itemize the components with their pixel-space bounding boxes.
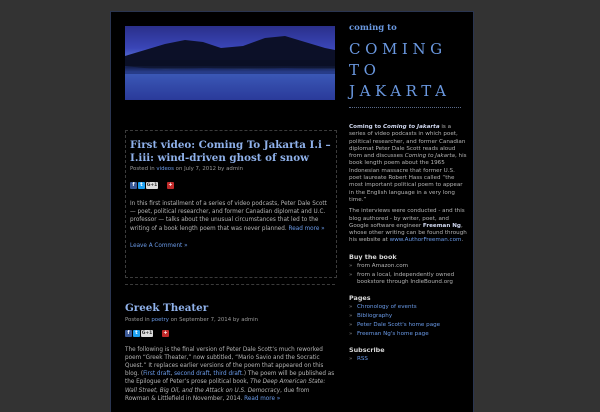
twitter-share-icon[interactable]: t: [138, 182, 145, 189]
subscribe-heading: Subscribe: [349, 345, 385, 354]
post-divider: [125, 284, 335, 285]
twitter-share-icon[interactable]: t: [133, 330, 140, 337]
google-plus-button[interactable]: G+1: [141, 331, 153, 336]
book-title: The Deep American State: Wall Street, Big Oil, and the Attack on U.S. Democracy: [125, 379, 326, 394]
second-draft-link[interactable]: second draft: [174, 371, 210, 378]
list-item[interactable]: » Freeman Ng's home page: [349, 331, 467, 338]
leave-comment-link[interactable]: Leave A Comment »: [130, 242, 188, 249]
lake-landscape-image: [125, 26, 335, 100]
post-title[interactable]: Greek Theater: [125, 302, 209, 314]
rss-link[interactable]: RSS: [357, 355, 368, 362]
sidebar-divider: [349, 107, 461, 108]
post-meta: Posted in poetry on September 7, 2014 by admin: [125, 316, 259, 323]
share-buttons: [125, 330, 335, 338]
post-excerpt: In this first installment of a series of video podcasts, Peter Dale Scott — poet, political researcher, and former Canadian diplomat and U.C. professor — talks about the unusual circumstances that led to the writing of a book length poem that was never planned. Read more »: [130, 201, 327, 232]
share-buttons: [130, 181, 332, 189]
facebook-share-icon[interactable]: f: [130, 182, 137, 189]
buy-book-list: [349, 263, 467, 286]
post-excerpt: The following is the final version of Peter Dale Scott’s much reworked poem “Greek Theater,” now subtitled, “Mario Savio and the Socratic Quest.” It replaces earlier versions of the poem that appeared on this blog. (First draft, second draft, third draft.) The poem will be published as the Epilogue of Peter’s prose political book, The Deep American State: Wall Street, Big Oil, and the Attack on U.S. Democracy, due from Rowman & Littlefield in November, 2014. Read more »: [125, 346, 335, 402]
main-column: [125, 26, 339, 402]
list-item[interactable]: [349, 356, 467, 363]
list-item: » from a local, independently owned bookstore through IndieBound.org: [349, 272, 467, 286]
post-greek-theater: [125, 302, 335, 403]
header-image: [125, 26, 335, 100]
addthis-share-icon[interactable]: +: [163, 330, 168, 336]
author-credits: The interviews were conducted - and this blog authored - by writer, poet, and Google software engineer Freeman Ng, whose other writing can be found through his website at www.AuthorFreeman.com.: [349, 208, 467, 244]
read-more-link[interactable]: Read more »: [244, 395, 281, 402]
buy-book-heading: Buy the book: [349, 252, 397, 261]
author-website-link[interactable]: www.AuthorFreeman.com: [389, 237, 462, 244]
google-plus-button[interactable]: G+1: [146, 182, 158, 188]
subscribe-list: [349, 356, 467, 363]
author-name: Freeman Ng: [422, 222, 461, 229]
pages-list: [349, 304, 467, 338]
category-link[interactable]: poetry: [151, 316, 169, 323]
list-item: » from Amazon.com: [349, 263, 467, 270]
sidebar: [349, 23, 467, 365]
third-draft-link[interactable]: third draft: [213, 371, 243, 378]
post-meta: Posted in videos on July 7, 2012 by admin: [130, 166, 243, 172]
site-title[interactable]: COMING TO JAKARTA: [349, 40, 451, 100]
list-item[interactable]: » Peter Dale Scott's home page: [349, 322, 467, 329]
facebook-share-icon[interactable]: f: [125, 330, 132, 337]
post-first-video: [125, 130, 337, 278]
addthis-share-icon[interactable]: +: [168, 181, 173, 188]
site-tagline: coming to: [349, 23, 397, 33]
read-more-link[interactable]: Read more »: [288, 225, 325, 232]
pages-heading: Pages: [349, 293, 371, 302]
category-link[interactable]: videos: [156, 166, 174, 172]
first-draft-link[interactable]: First draft: [143, 371, 171, 378]
page-container: [110, 11, 474, 412]
list-item[interactable]: » Chronology of events: [349, 304, 467, 311]
post-title[interactable]: First video: Coming To Jakarta I.i – I.iii: wind-driven ghost of snow: [130, 139, 331, 164]
site-description: Coming to Coming to Jakarta is a series of video podcasts in which poet, political researcher, and former Canadian diplomat Peter Dale Scott reads aloud from and discusses Coming to Jakarta, his book length poem about the 1965 Indonesian massacre that former U.S. poet laureate Robert Hass called “the most important political poem to appear in the English language in a very long time.”: [349, 124, 467, 203]
list-item[interactable]: » Bibliography: [349, 313, 467, 320]
